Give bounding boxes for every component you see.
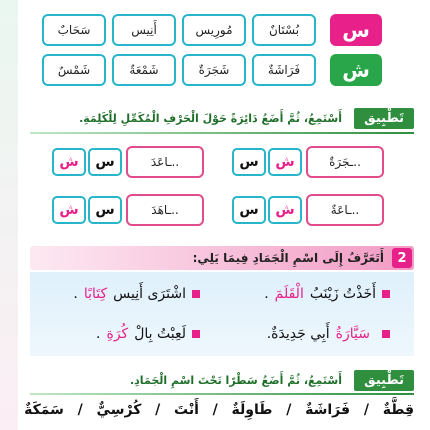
- separator: /: [155, 402, 161, 418]
- sentence-post: .: [73, 286, 78, 302]
- option-sheen[interactable]: ش: [268, 196, 302, 224]
- word-box: مُورِيس: [182, 14, 246, 46]
- sentence-pre: لَعِبْتُ بِالْ: [134, 326, 186, 342]
- sentence-pre: أَخَذْتُ زَيْنَبُ: [309, 286, 376, 302]
- word-box: شَمْعَةٌ: [112, 54, 176, 86]
- exercise-label: تَطْبِيق: [354, 370, 414, 391]
- word-row: [24, 402, 414, 418]
- sentence: [96, 326, 200, 342]
- word-box: بُسْتَانٌ: [252, 14, 316, 46]
- sentence-post: أَبِي جَدِيدَةٌ.: [266, 326, 330, 342]
- question-word: ..ـاعَةٌ: [306, 194, 384, 226]
- option-seen[interactable]: س: [88, 148, 122, 176]
- word-item[interactable]: قِطَّةٌ: [382, 402, 414, 418]
- question-word: ..ـاهَدَ: [126, 194, 204, 226]
- bullet-icon: [192, 330, 200, 338]
- option-seen[interactable]: س: [232, 196, 266, 224]
- section-title: أَتَعَرَّفُ إِلَى اسْمِ الْجَمَادِ فِيمَا يَلِي:: [192, 251, 384, 265]
- question-word: ..ـاعَدَ: [126, 146, 204, 178]
- word-box: أَنِيس: [112, 14, 176, 46]
- sentence-highlight: كُرَةِ: [106, 326, 129, 342]
- header-divider: [30, 393, 414, 395]
- section-number-badge: 2: [392, 248, 412, 268]
- sentence: [267, 326, 390, 342]
- option-sheen[interactable]: ش: [268, 148, 302, 176]
- letter-box-seen: س: [330, 14, 382, 46]
- bullet-icon: [382, 330, 390, 338]
- word-item[interactable]: أَنْتَ: [174, 402, 199, 418]
- option-seen[interactable]: س: [88, 196, 122, 224]
- sentence-highlight: كِتَابًا: [83, 286, 108, 302]
- separator: /: [363, 402, 369, 418]
- word-item[interactable]: سَمَكَةٌ: [24, 402, 64, 418]
- word-box: شَمْسٌ: [42, 54, 106, 86]
- option-seen[interactable]: س: [232, 148, 266, 176]
- word-item[interactable]: كُرْسِيٌّ: [96, 402, 142, 418]
- sentences-panel: [30, 272, 414, 356]
- page-side-decoration: [0, 0, 18, 430]
- question-word: ..ـجَرَةٌ: [306, 146, 384, 178]
- header-divider: [30, 132, 414, 134]
- exercise-label: تَطْبِيق: [354, 108, 414, 129]
- word-item[interactable]: طَاوِلَةٌ: [231, 402, 273, 418]
- separator: /: [77, 402, 83, 418]
- sentence-highlight: سَيَّارَةُ: [335, 326, 370, 342]
- sentence: [264, 286, 390, 302]
- letter-box-sheen: ش: [330, 54, 382, 86]
- word-item[interactable]: فَرَاشَةٌ: [305, 402, 351, 418]
- sentence-highlight: الْقَلَمَ: [274, 286, 304, 302]
- option-sheen[interactable]: ش: [52, 148, 86, 176]
- sentence-post: .: [264, 286, 269, 302]
- bullet-icon: [382, 290, 390, 298]
- separator: /: [212, 402, 218, 418]
- sentence-post: .: [96, 326, 101, 342]
- exercise-instruction: أَسْتَمِعُ، ثُمَّ أَضَعُ سَطْرًا تَحْتَ اسْمِ الْجَمَادِ.: [129, 374, 342, 387]
- word-box: فَرَاشَةٌ: [252, 54, 316, 86]
- bullet-icon: [192, 290, 200, 298]
- separator: /: [286, 402, 292, 418]
- sentence-pre: اشْتَرَى أَنِيس: [113, 286, 186, 302]
- word-box: سَحَابٌ: [42, 14, 106, 46]
- sentence: [73, 286, 200, 302]
- option-sheen[interactable]: ش: [52, 196, 86, 224]
- word-box: شَجَرَةٌ: [182, 54, 246, 86]
- exercise-instruction: أَسْتَمِعُ، ثُمَّ أَضَعُ دَائِرَةً حَوْلَ الْحَرْفِ الْمُكَمِّلِ لِلْكَلِمَةِ.: [79, 112, 342, 125]
